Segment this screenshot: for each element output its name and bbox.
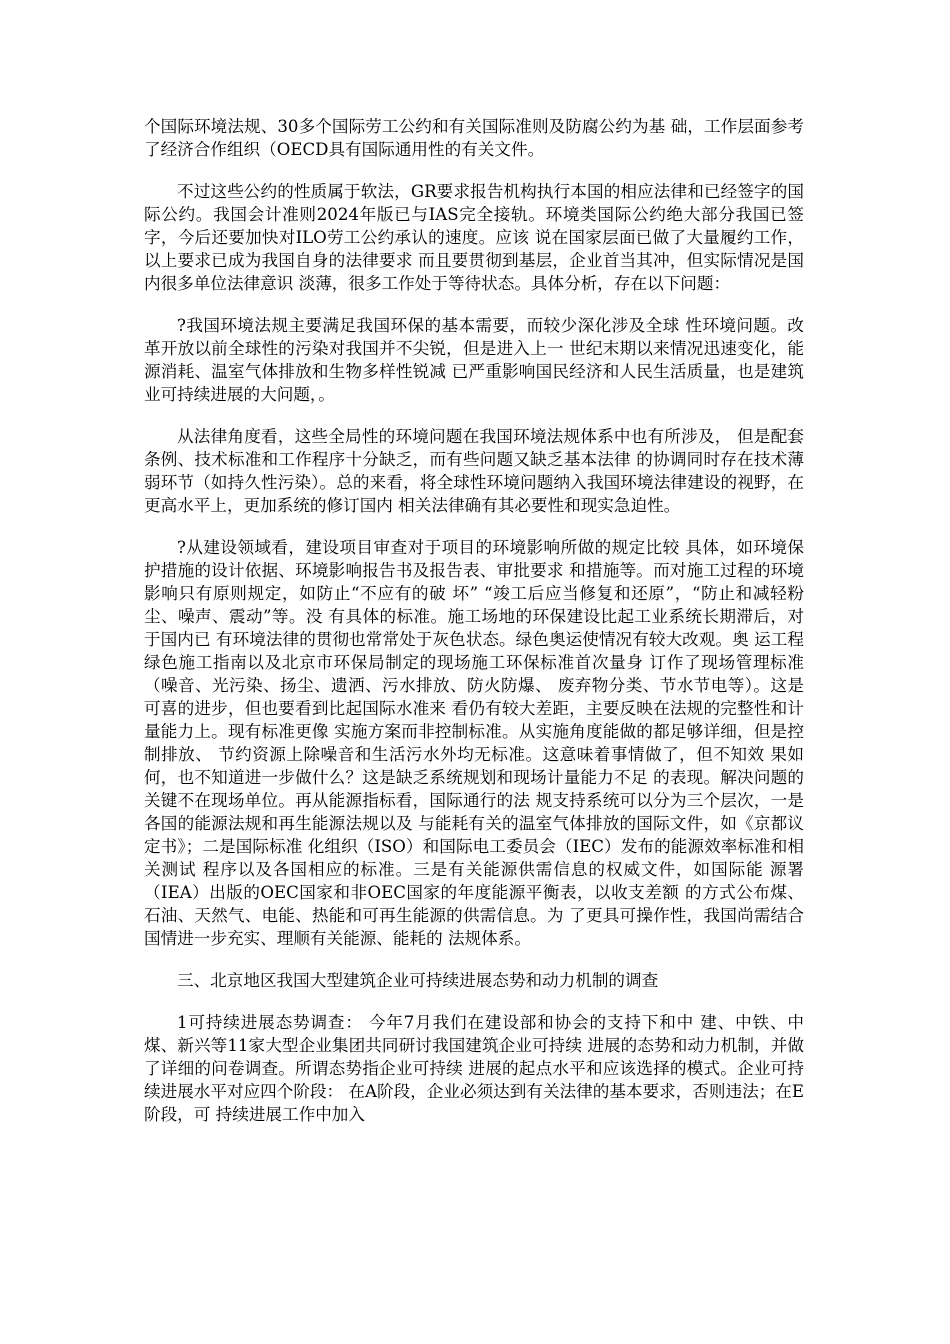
paragraph-2: 不过这些公约的性质属于软法，GR要求报告机构执行本国的相应法律和已经签字的国际公约。我国会计准则2024年版已与IAS完全接轨。环境类国际公约绝大部分我国已签字，今后还要加快对ILO劳工公约承认的速度。应该 说在国家层面已做了大量履约工作，以上要求已成为我国自身的法律要求 而且要贯彻到基层，企业首当其冲，但实际情况是国内很多单位法律意识 淡薄，很多工作处于等待状态。具体分析，存在以下问题：: [144, 182, 804, 293]
section-heading: 三、北京地区我国大型建筑企业可持续进展态势和动力机制的调查: [177, 971, 659, 990]
paragraph-1: 个国际环境法规、30多个国际劳工公约和有关国际准则及防腐公约为基 础，工作层面参考了经济合作组织（OECD具有国际通用性的有关文件。: [144, 117, 804, 159]
paragraph-6: 1可持续进展态势调查： 今年7月我们在建设部和协会的支持下和中 建、中铁、中煤、新兴等11家大型企业集团共同研讨我国建筑企业可持续 进展的态势和动力机制，并做了详细的问卷调查。所谓态势指企业可持续 进展的起点水平和应该选择的模式。企业可持续进展水平对应四个阶段： 在A阶段，企业必须达到有关法律的基本要求，否则违法；在E阶段，可 持续进展工作中加入: [144, 1013, 804, 1124]
paragraph-4: 从法律角度看，这些全局性的环境问题在我国环境法规体系中也有所涉及， 但是配套条例、技术标准和工作程序十分缺乏，而有些问题又缺乏基本法律 的协调同时存在技术薄弱环节（如持久性污染）。总的来看，将全球性环境问题纳入我国环境法律建设的视野，在更高水平上，更加系统的修订国内 相关法律确有其必要性和现实急迫性。: [144, 427, 804, 515]
document-body: [144, 115, 804, 1145]
paragraph-5: ?从建设领域看，建设项目审查对于项目的环境影响所做的规定比较 具体，如环境保护措施的设计依据、环境影响报告书及报告表、审批要求 和措施等。而对施工过程的环境影响只有原则规定，如防止“不应有的破 坏” “竣工后应当修复和还原”，“防止和减轻粉尘、噪声、震动”等。没 有具体的标准。施工场地的环保建设比起工业系统长期滞后，对于国内已 有环境法律的贯彻也常常处于灰色状态。绿色奥运使情况有较大改观。奥 运工程绿色施工指南以及北京市环保局制定的现场施工环保标准首次量身 订作了现场管理标准（噪音、光污染、扬尘、遗洒、污水排放、防火防爆、 废弃物分类、节水节电等）。这是可喜的进步，但也要看到比起国际水准来 看仍有较大差距，主要反映在法规的完整性和计量能力上。现有标准更像 实施方案而非控制标准。从实施角度能做的都足够详细，但是控制排放、 节约资源上除噪音和生活污水外均无标准。这意味着事情做了，但不知效 果如何，也不知道进一步做什么？这是缺乏系统规划和现场计量能力不足 的表现。解决问题的关键不在现场单位。再从能源指标看，国际通行的法 规支持系统可以分为三个层次，一是各国的能源法规和再生能源法规以及 与能耗有关的温室气体排放的国际文件，如《京都议定书》；二是国际标准 化组织（ISO）和国际电工委员会（IEC）发布的能源效率标准和相关测试 程序以及各国相应的标准。三是有关能源供需信息的权威文件，如国际能 源署（IEA）出版的OEC国家和非OEC国家的年度能源平衡表，以收支差额 的方式公布煤、石油、天然气、电能、热能和可再生能源的供需信息。为 了更具可操作性，我国尚需结合国情进一步充实、理顺有关能源、能耗的 法规体系。: [144, 538, 804, 948]
paragraph-3: ?我国环境法规主要满足我国环保的基本需要，而较少深化涉及全球 性环境问题。改革开放以前全球性的污染对我国并不尖锐，但是进入上一 世纪末期以来情况迅速变化，能源消耗、温室气体排放和生物多样性锐减 已严重影响国民经济和人民生活质量，也是建筑业可持续进展的大问题，。: [144, 316, 804, 404]
